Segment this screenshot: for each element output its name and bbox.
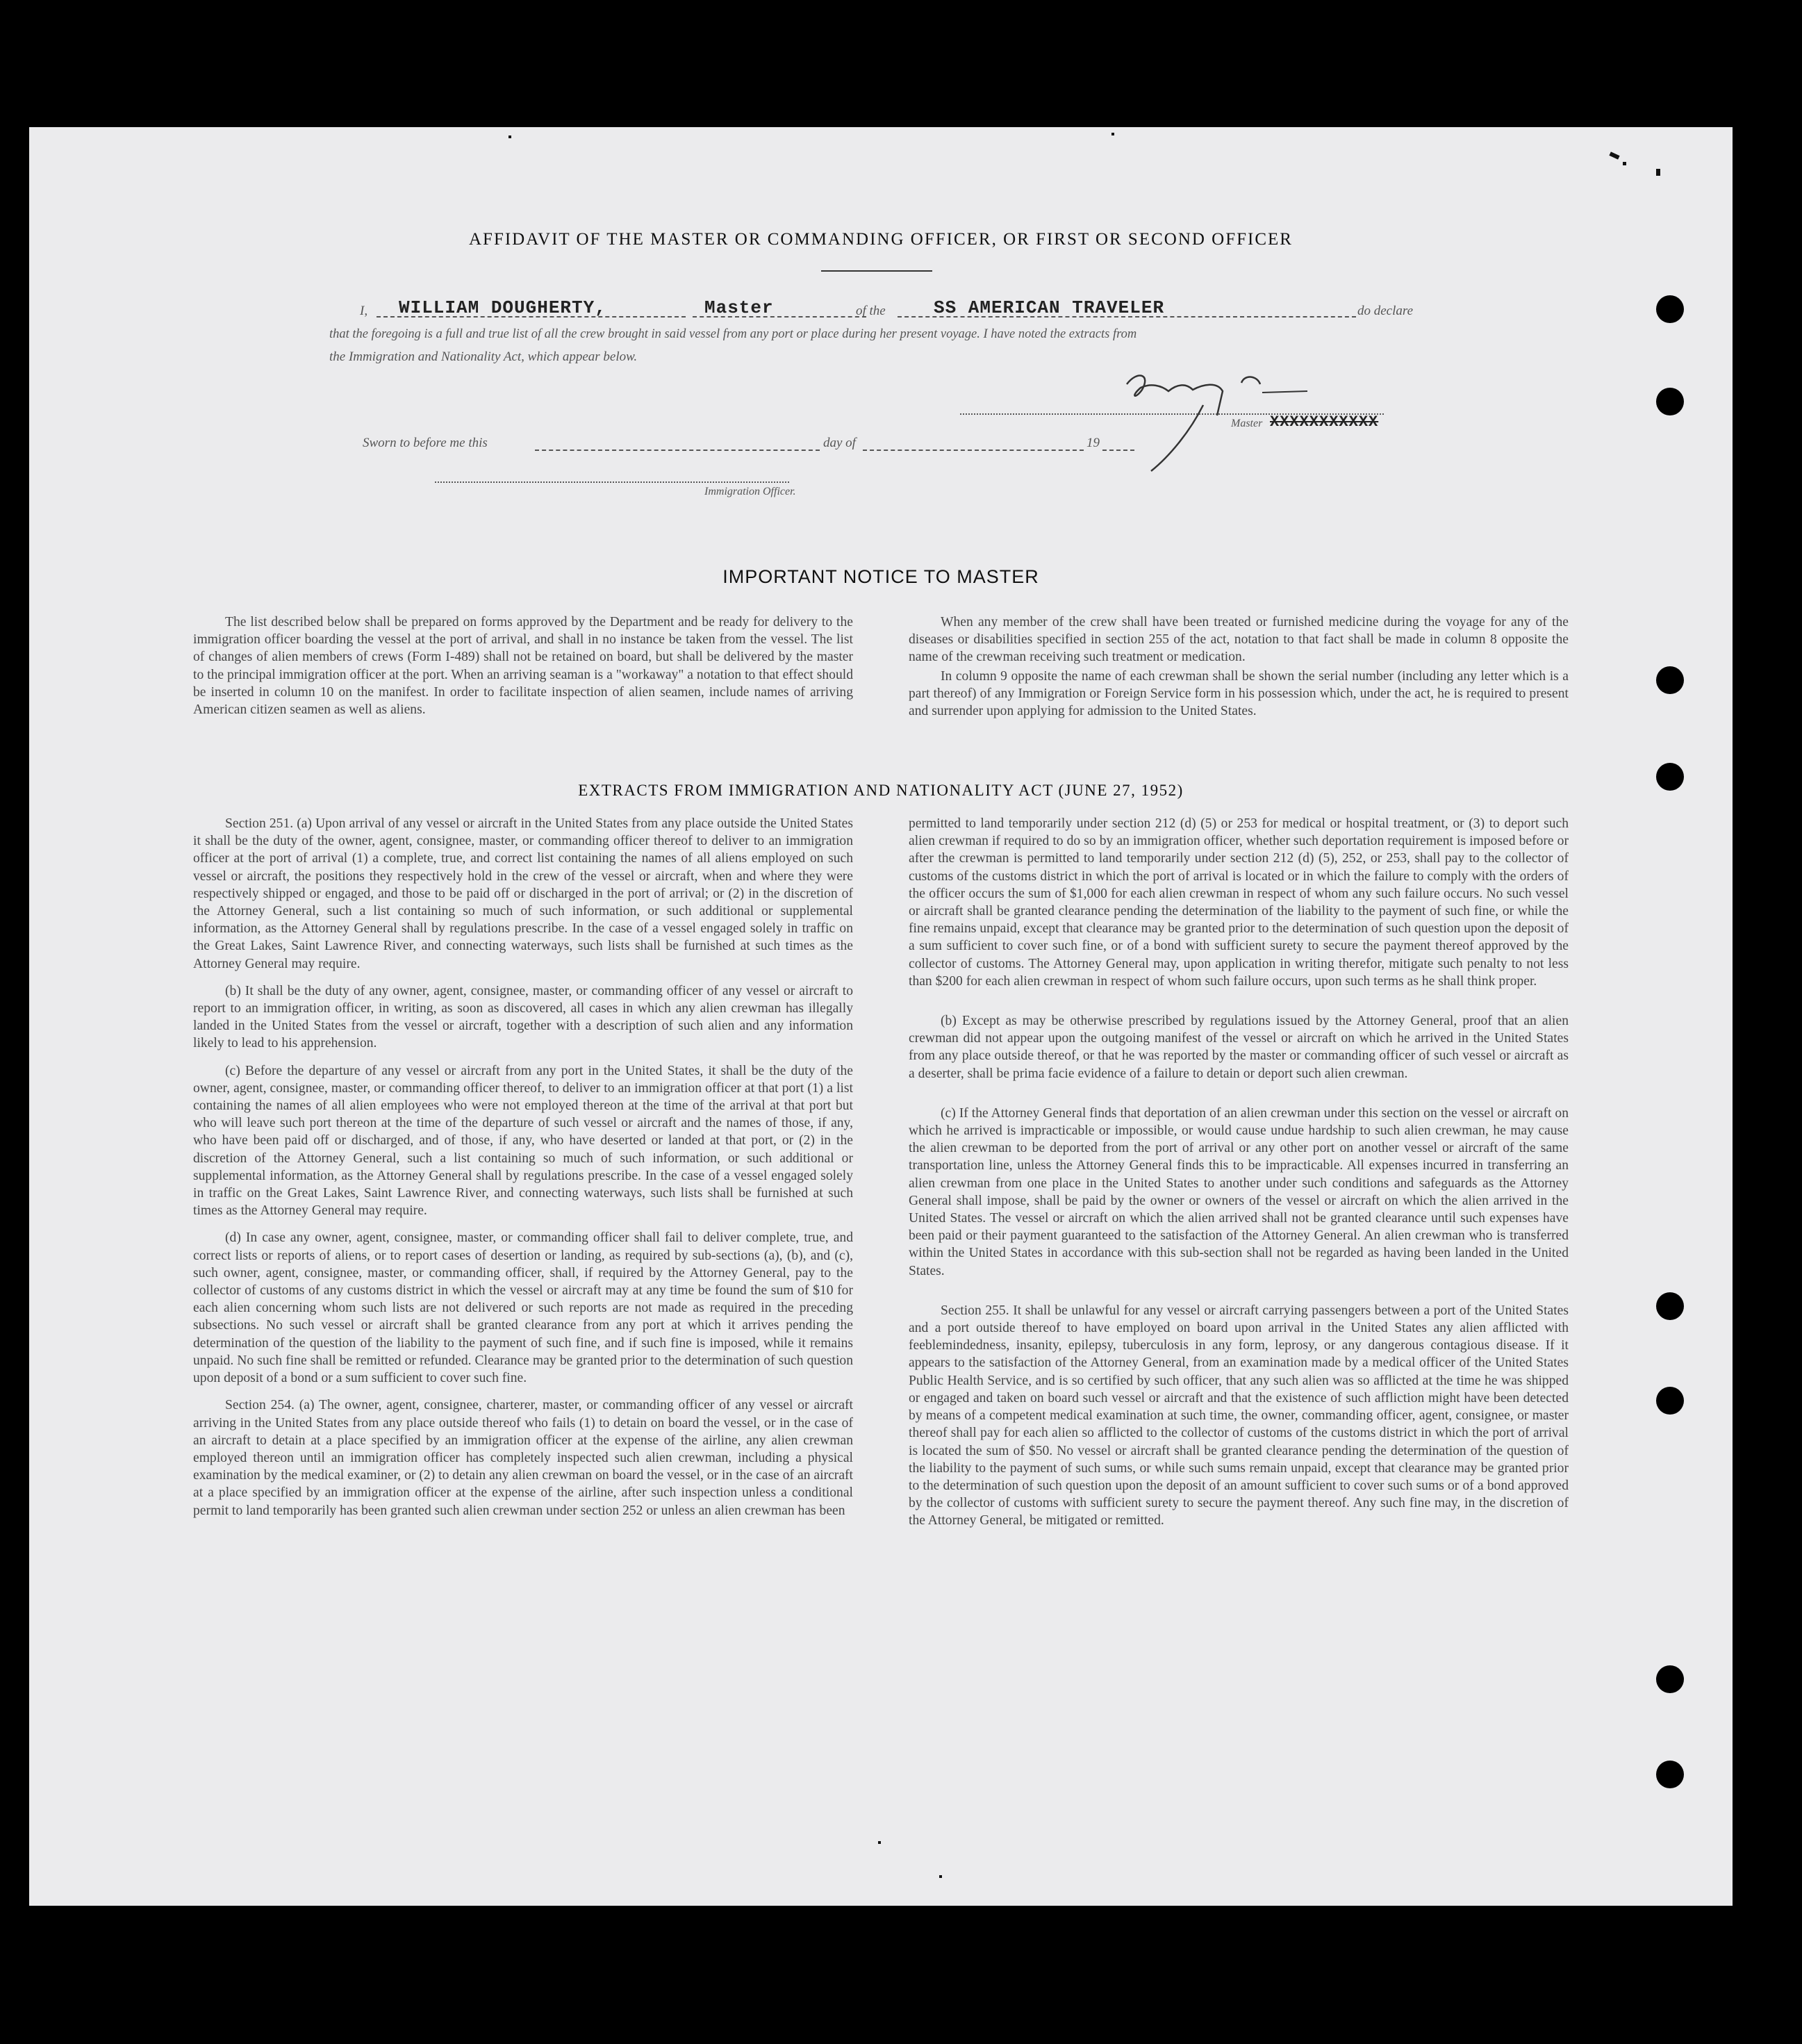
scan-speck bbox=[939, 1875, 942, 1878]
notice-heading: IMPORTANT NOTICE TO MASTER bbox=[722, 566, 1039, 587]
notice-right-column bbox=[909, 613, 1569, 721]
sworn-label: Sworn to before me this bbox=[363, 436, 488, 450]
affidavit-line-2: that the foregoing is a full and true list of all the crew brought in said vessel from any port or place during her present voyage. I have noted the extracts from bbox=[329, 327, 1137, 341]
document-page bbox=[29, 127, 1733, 1906]
extract-paragraph: (c) If the Attorney General finds that deportation of an alien crewman under this section on the vessel or aircraft on which he arrived is impracticable or impossible, or would cause undue hardship to such alien crewman, he may cause the alien crewman to be deported from the port of arrival or any other port on another vessel or aircraft of the same transportation line, unless the Attorney General finds this to be impracticable. All expenses incurred in transferring an alien crewman from one place in the United States to another under such conditions and safeguards as the Attorney General shall impose, shall be paid by the owner or owners of the vessel or aircraft on which the alien arrived in the United States. The vessel or aircraft on which the alien arrived shall not be granted clearance until such expenses have been paid or their payment guaranteed to the satisfaction of the Attorney General. An alien crewman who is transferred within the United States in accordance with this sub-section shall not be regarded as having been landed in the United States. bbox=[909, 1105, 1569, 1278]
notice-left-column bbox=[193, 613, 853, 720]
master-name: WILLIAM DOUGHERTY, bbox=[399, 297, 606, 318]
rank-value: Master bbox=[704, 297, 774, 318]
extract-paragraph: Section 251. (a) Upon arrival of any vessel or aircraft in the United States from any place outside the United States it shall be the duty of the owner, agent, consignee, master, or commanding officer thereof to deliver to an immigration officer at the port of arrival (1) a complete, true, and correct list containing the names of all aliens employed on such vessel or aircraft, the positions they respectively hold in the crew of the vessel or aircraft, when and where they were respectively shipped or engaged, and those to be paid off or discharged in the port of arrival; or (2) in the discretion of the Attorney General, such a list containing so much of such information, or such additional or supplemental information, as the Attorney General shall by regulations prescribe. In the case of a vessel engaged solely in traffic on the Great Lakes, Saint Lawrence River, and connecting waterways, such lists shall be furnished at such times as the Attorney General may require. bbox=[193, 816, 853, 971]
extract-paragraph: Section 255. It shall be unlawful for any vessel or aircraft carrying passengers between a port of the United States and a port outside thereof to have employed on board upon arrival in the United States any alien afflicted with feeblemindedness, insanity, epilepsy, tuberculosis in any form, leprosy, or any dangerous contagious disease. If it appears to the satisfaction of the Attorney General, from an examination made by a medical officer of the United States Public Health Service, and is so certified by such officer, that any such alien was so afflicted at the time he was shipped or engaged and taken on board such vessel or aircraft and that the existence of such affliction might have been detected by means of a competent medical examination at such time, the owner, commanding officer, agent, consignee, or master thereof shall pay for each alien so afflicted to the collector of customs of the customs district in which the port of arrival is located the sum of $50. No vessel or aircraft shall be granted clearance pending the determination of the question of the liability to the payment of such sums, or while such sums remain unpaid, except that clearance may be granted prior to the determination of such question upon the deposit of an amount sufficient to cover such sums or of a bond approved by the collector of customs with sufficient surety to secure the payment thereof. Any such fine may, in the discretion of the Attorney General, be mitigated or remitted. bbox=[909, 1303, 1569, 1528]
punch-hole bbox=[1656, 1665, 1684, 1693]
extract-paragraph: (b) It shall be the duty of any owner, agent, consignee, master, or commanding officer of any vessel or aircraft to report to an immigration officer, in writing, as soon as discovered, all cases in which any alien crewman has illegally landed in the United States from the vessel or aircraft, together with a description of such alien and any information likely to lead to his apprehension. bbox=[193, 983, 853, 1051]
scan-speck bbox=[878, 1841, 881, 1844]
notice-right-paragraph: In column 9 opposite the name of each crewman shall be shown the serial number (including any letter which is a part thereof) of any Immigration or Foreign Service form in his possession which, under the act, he is required to present and surrender upon applying for admission to the United States. bbox=[909, 668, 1569, 719]
punch-hole bbox=[1656, 1292, 1684, 1320]
extract-paragraph: (b) Except as may be otherwise prescribed by regulations issued by the Attorney General, proof that an alien crewman did not appear upon the outgoing manifest of the vessel or aircraft on which he arrived in the United States from any place outside thereof, or that he was reported by the master or commanding officer of such vessel or aircraft as a deserter, shall be prima facie evidence of a failure to detain or deport such alien crewman. bbox=[909, 1014, 1569, 1081]
notice-right-paragraph: When any member of the crew shall have been treated or furnished medicine during the voyage for any of the diseases or disabilities specified in section 255 of the act, notation to that fact shall be made in column 8 opposite the name of the crewman receiving such treatment or medication. bbox=[909, 615, 1569, 665]
year-line bbox=[1102, 450, 1134, 451]
affidavit-i-label: I, bbox=[360, 304, 368, 318]
punch-hole bbox=[1656, 295, 1684, 323]
affidavit-heading: AFFIDAVIT OF THE MASTER OR COMMANDING OFFICER, OR FIRST OR SECOND OFFICER bbox=[468, 230, 1293, 249]
of-the-label: of the bbox=[856, 304, 886, 318]
master-label: Master bbox=[1231, 418, 1263, 429]
do-declare-label: do declare bbox=[1357, 304, 1414, 318]
extract-paragraph: (d) In case any owner, agent, consignee, master, or commanding officer shall fail to deliver complete, true, and correct lists or reports of aliens, or to report cases of desertion or landing, as required by sub-sections (a), (b), and (c), such owner, agent, consignee, master, or commanding officer, shall, if required by the Attorney General, pay to the collector of customs of any customs district in which the vessel or aircraft may at any time be found the sum of $10 for each alien concerning whom such lists are not delivered or such reports are not made as required in the preceding subsections. No such vessel or aircraft shall be granted clearance from any port at which it arrives pending the determination of the question of the liability to the payment of such fine, and if such fine is imposed, while it remains unpaid. No such fine shall be remitted or refunded. Clearance may be granted prior to the determination of such question upon deposit of a bond or a sum sufficient to cover such fine. bbox=[193, 1230, 853, 1386]
heading-rule bbox=[821, 270, 932, 272]
extracts-left-column bbox=[193, 815, 853, 1529]
notice-left-paragraph: The list described below shall be prepared on forms approved by the Department and be ready for delivery to the immigration officer boarding the vessel at the port of arrival, and shall in no instance be taken from the vessel. The list of changes of alien members of crews (Form I-489) shall not be retained on board, but shall be delivered by the master to the principal immigration officer at the port. When an arriving seaman is a "workaway" a notation to that effect should be inserted in column 10 on the manifest. In order to facilitate inspection of alien seamen, include names of arriving American citizen seamen as well as aliens. bbox=[193, 615, 853, 718]
scan-speck bbox=[1609, 151, 1619, 159]
scan-speck bbox=[1111, 133, 1114, 135]
punch-hole bbox=[1656, 666, 1684, 694]
punch-hole bbox=[1656, 388, 1684, 415]
day-of-label: day of bbox=[823, 436, 856, 450]
scan-speck bbox=[509, 135, 511, 138]
extract-paragraph: Section 254. (a) The owner, agent, consignee, charterer, master, or commanding officer of any vessel or aircraft arriving in the United States from any place outside thereof who fails (1) to detain on board the vessel, or in the case of an aircraft to detain at a place specified by an immigration officer at the expense of the airline, any alien crewman employed thereon until an immigration officer has completely inspected such alien crewman, including a physical examination by the medical examiner, or (2) to detain any alien crewman on board the vessel, or in the case of an aircraft at a place specified by an immigration officer at the expense of the airline, after such inspection unless a conditional permit to land temporarily has been granted such alien crewman under section 252 or unless an alien crewman has been bbox=[193, 1398, 853, 1518]
scan-speck bbox=[1656, 169, 1660, 176]
extracts-heading: EXTRACTS FROM IMMIGRATION AND NATIONALITY ACT (JUNE 27, 1952) bbox=[578, 782, 1184, 799]
punch-hole bbox=[1656, 1761, 1684, 1788]
master-struck-text: XXXXXXXXXXX bbox=[1270, 413, 1379, 431]
year-prefix: 19 bbox=[1086, 436, 1100, 450]
officer-line bbox=[435, 481, 789, 483]
affidavit-line-3: the Immigration and Nationality Act, which appear below. bbox=[329, 349, 638, 364]
punch-hole bbox=[1656, 1387, 1684, 1415]
scan-speck bbox=[1623, 162, 1626, 165]
officer-label: Immigration Officer. bbox=[704, 486, 796, 497]
extract-paragraph: permitted to land temporarily under section 212 (d) (5) or 253 for medical or hospital treatment, or (3) to deport such alien crewman if required to do so by an immigration officer, whether such deportation requirement is imposed before or after the crewman is permitted to land temporarily under section 212 (d) (5), 252, or 253, shall pay to the collector of customs of the customs district in which the port of arrival is located or in which the failure to comply with the orders of the officer occurs the sum of $1,000 for each alien crewman in respect of whom any such failure occurs. No such vessel or aircraft shall be granted clearance pending the determination of the liability to the payment of such fine, or while the fine remains unpaid, except that clearance may be granted prior to the determination of such question upon the deposit of a sum sufficient to cover such fine, or of a bond with sufficient surety to secure the payment thereof approved by the collector of customs. The Attorney General may, upon application in writing therefor, mitigate such penalty to not less than $200 for each alien crewman in respect of whom such failure occurs, upon such terms as he shall think proper. bbox=[909, 816, 1569, 989]
sworn-day-line bbox=[535, 450, 820, 451]
vessel-name: SS AMERICAN TRAVELER bbox=[934, 297, 1165, 318]
extracts-right-column bbox=[909, 815, 1569, 1540]
extract-paragraph: (c) Before the departure of any vessel or aircraft from any port in the United States, it shall be the duty of the owner, agent, consignee, master, or commanding officer thereof, to deliver to an immigration officer at that port (1) a list containing the names of all alien employees who were not employed thereon at the time of the arrival at that port but who will leave such port thereon at the time of the departure of such vessel or aircraft and the names of those, if any, who have been paid off or discharged, and of those, if any, who have deserted or landed at that port, or (2) in the discretion of the Attorney General, such a list containing so much of such information, or such additional or supplemental information, as the Attorney General shall by regulations prescribe. In the case of a vessel engaged solely in traffic on the Great Lakes, Saint Lawrence River, and connecting waterways, such lists shall be furnished at such times as the Attorney General may require. bbox=[193, 1063, 853, 1219]
sworn-month-line bbox=[863, 450, 1084, 451]
